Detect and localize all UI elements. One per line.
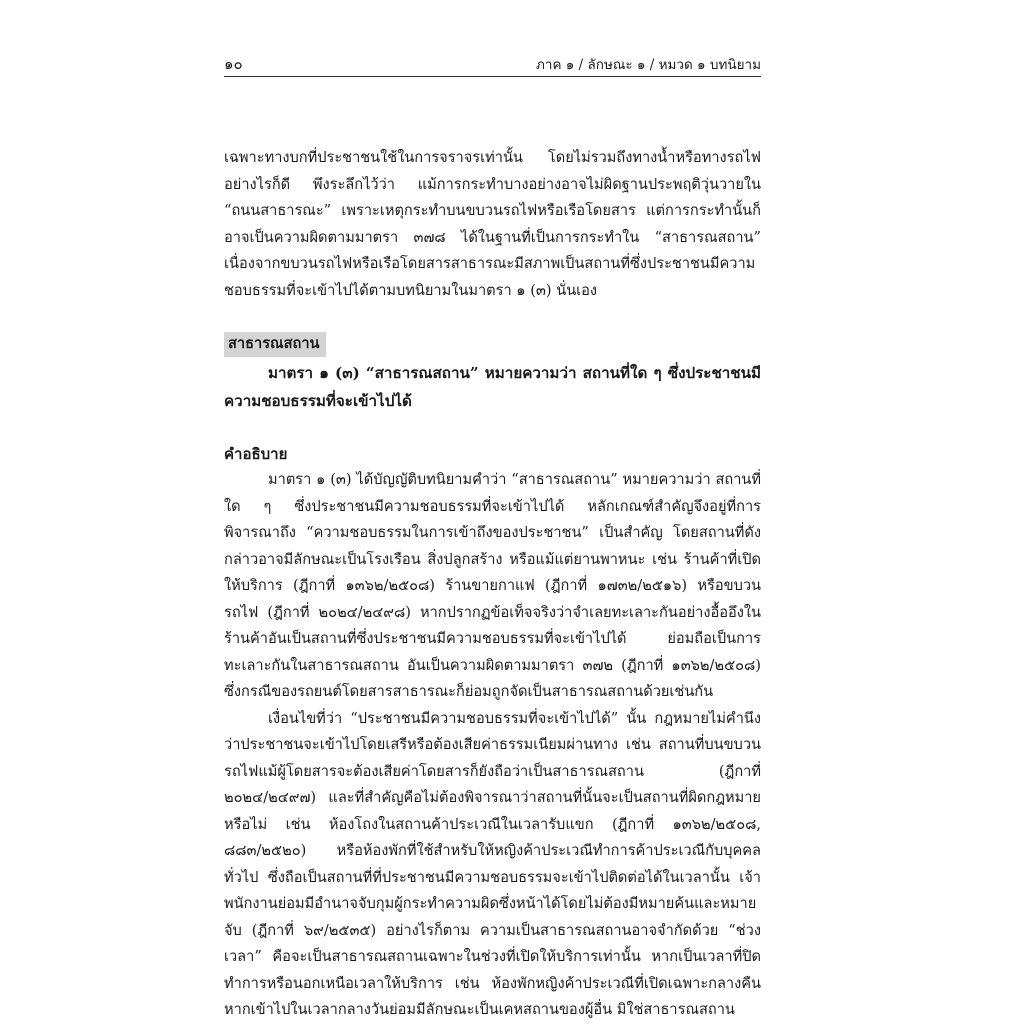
law-provision-text: มาตรา ๑ (๓) “สาธารณสถาน” หมายความว่า สถานที่ใด ๆ ซึ่งประชาชนมีความชอบธรรมที่จะเข้าไปได้ [224, 364, 761, 410]
explanation-paragraph-1: มาตรา ๑ (๓) ได้บัญญัติบทนิยามคำว่า “สาธารณสถาน” หมายความว่า สถานที่ใด ๆ ซึ่งประชาชนมีความชอบธรรมที่จะเข้าไปได้ หลักเกณฑ์สำคัญจึงอยู่ที่การพิจารณาถึง “ความชอบธรรมในการเข้าถึงของประชาชน” เป็นสำคัญ โดยสถานที่ดังกล่าวอาจมีลักษณะเป็นโรงเรือน สิ่งปลูกสร้าง หรือแม้แต่ยานพาหนะ เช่น ร้านค้าที่เปิดให้บริการ (ฎีกาที่ ๑๓๖๒/๒๕๐๘) ร้านขายกาแฟ (ฎีกาที่ ๑๗๓๒/๒๕๑๖) หรือขบวนรถไฟ (ฎีกาที่ ๒๐๒๔/๒๔๙๘) หากปรากฏข้อเท็จจริงว่าจำเลยทะเลาะกันอย่างอื้ออึงในร้านค้าอันเป็นสถานที่ซึ่งประชาชนมีความชอบธรรมที่จะเข้าไปได้ ย่อมถือเป็นการทะเลาะกันในสาธารณสถาน อันเป็นความผิดตามมาตรา ๓๗๒ (ฎีกาที่ ๑๓๖๒/๒๕๐๘) ซึ่งกรณีของรถยนต์โดยสารสาธารณะก็ย่อมถูกจัดเป็นสาธารณสถานด้วยเช่นกัน [224, 471, 761, 700]
book-page [224, 50, 761, 1024]
section-label: สาธารณสถาน [224, 332, 326, 357]
explanation-paragraph-2: เงื่อนไขที่ว่า “ประชาชนมีความชอบธรรมที่จะเข้าไปได้” นั้น กฎหมายไม่คำนึงว่าประชาชนจะเข้าไปโดยเสรีหรือต้องเสียค่าธรรมเนียมผ่านทาง เช่น สถานที่บนขบวนรถไฟแม้ผู้โดยสารจะต้องเสียค่าโดยสารก็ยังถือว่าเป็นสาธารณสถาน (ฎีกาที่ ๒๐๒๔/๒๔๙๗) และที่สำคัญคือไม่ต้องพิจารณาว่าสถานที่นั้นจะเป็นสถานที่ผิดกฎหมายหรือไม่ เช่น ห้องโถงในสถานค้าประเวณีในเวลารับแขก (ฎีกาที่ ๑๓๖๒/๒๕๐๘, ๘๘๓/๒๕๒๐) หรือห้องพักที่ใช้สำหรับให้หญิงค้าประเวณีทำการค้าประเวณีกับบุคคลทั่วไป ซึ่งถือเป็นสถานที่ที่ประชาชนมีความชอบธรรมจะเข้าไปติดต่อได้ในเวลานั้น เจ้าพนักงานย่อมมีอำนาจจับกุมผู้กระทำความผิดซึ่งหน้าได้โดยไม่ต้องมีหมายค้นและหมายจับ (ฎีกาที่ ๖๙/๒๕๓๕) อย่างไรก็ตาม ความเป็นสาธารณสถานอาจจำกัดด้วย “ช่วงเวลา” คือจะเป็นสาธารณสถานเฉพาะในช่วงที่เปิดให้บริการเท่านั้น หากเป็นเวลาที่ปิดทำการหรือนอกเหนือเวลาให้บริการ เช่น ห้องพักหญิงค้าประเวณีที่เปิดเฉพาะกลางคืน หากเข้าไปในเวลากลางวันย่อมมีลักษณะเป็นเคหสถานของผู้อื่น มิใช่สาธารณสถาน [224, 709, 761, 1018]
running-head: ภาค ๑ / ลักษณะ ๑ / หมวด ๑ บทนิยาม [536, 57, 761, 73]
explanation-heading: คำอธิบาย [224, 445, 288, 463]
page-header [224, 50, 761, 77]
intro-paragraph: เฉพาะทางบกที่ประชาชนใช้ในการจราจรเท่านั้น โดยไม่รวมถึงทางน้ำหรือทางรถไฟ อย่างไรก็ดี พึงระลึกไว้ว่า แม้การกระทำบางอย่างอาจไม่ผิดฐานประพฤติวุ่นวายใน “ถนนสาธารณะ” เพราะเหตุกระทำบนขบวนรถไฟหรือเรือโดยสาร แต่การกระทำนั้นก็อาจเป็นความผิดตามมาตรา ๓๗๘ ได้ในฐานที่เป็นการกระทำใน “สาธารณสถาน” เนื่องจากขบวนรถไฟหรือเรือโดยสารสาธารณะมีสภาพเป็นสถานที่ซึ่งประชาชนมีความชอบธรรมที่จะเข้าไปได้ตามบทนิยามในมาตรา ๑ (๓) นั่นเอง [224, 149, 761, 299]
page-number: ๑๐ [224, 55, 243, 73]
